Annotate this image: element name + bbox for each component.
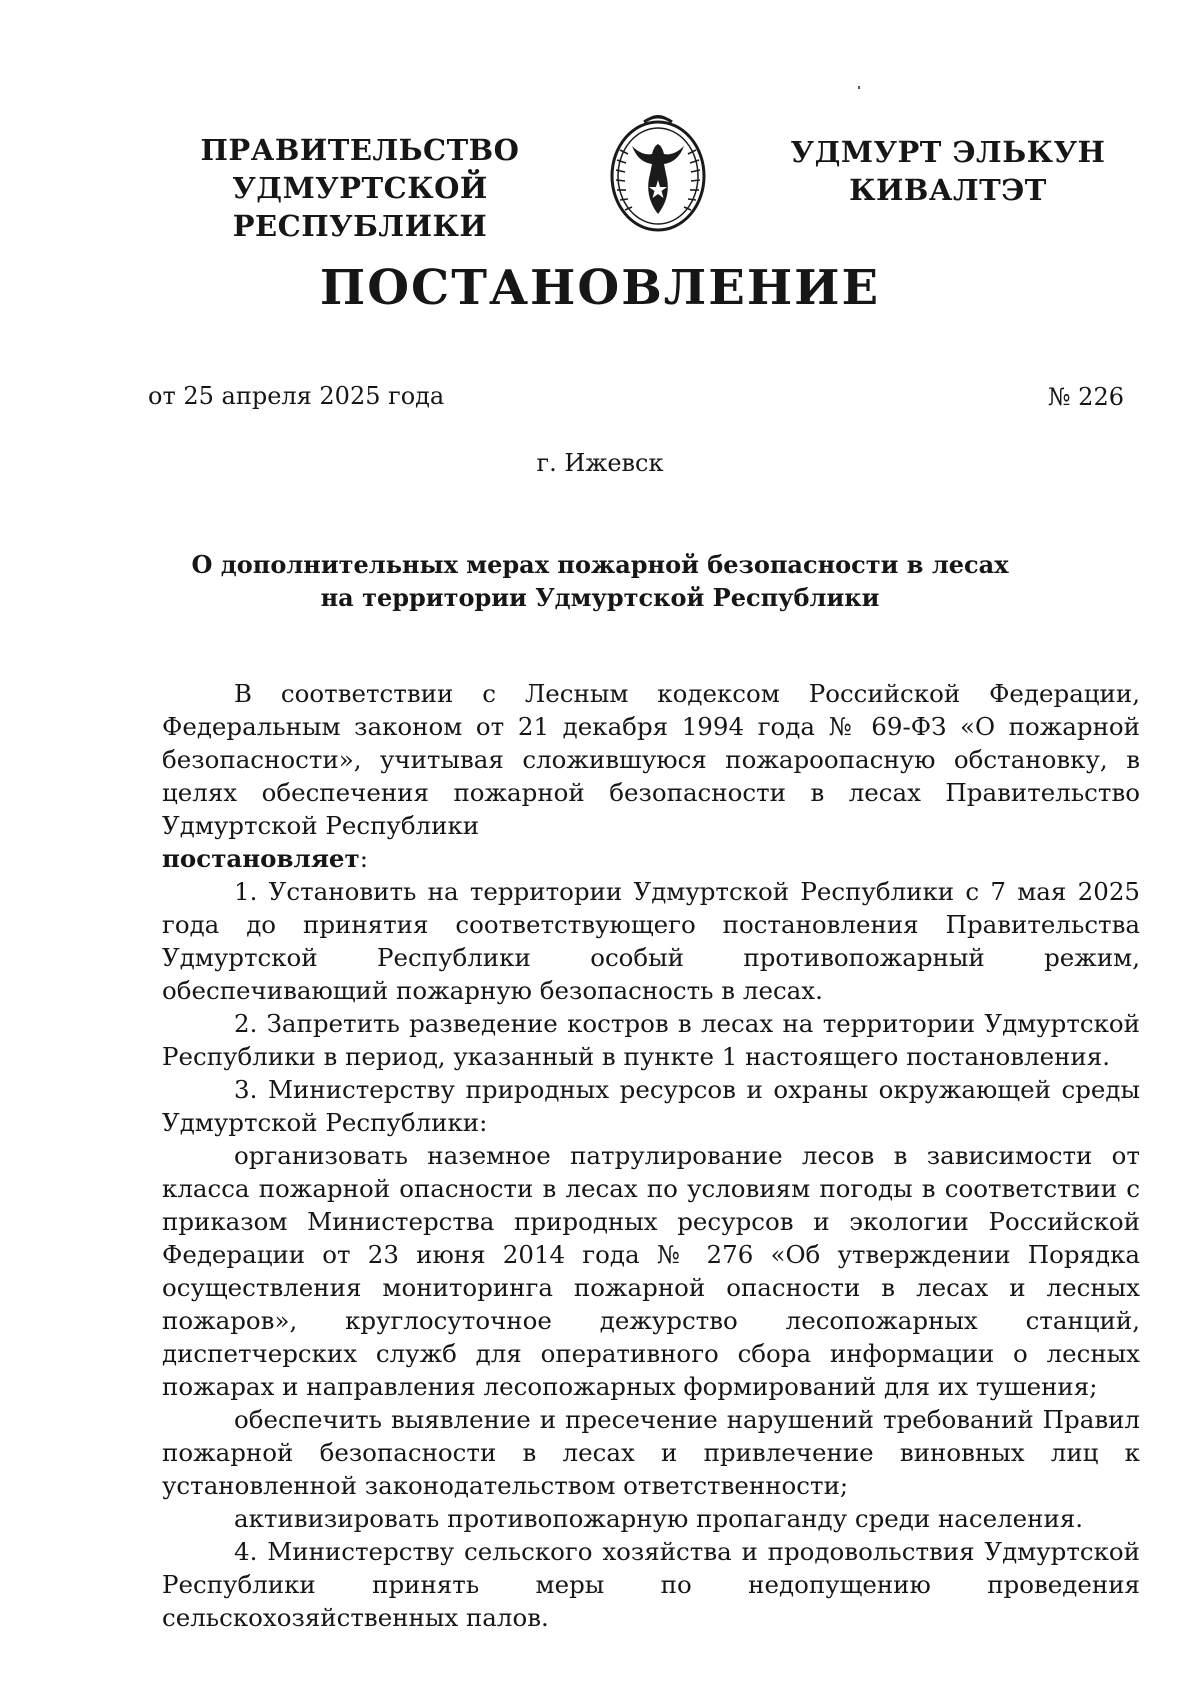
item-3: 3. Министерству природных ресурсов и охраны окружающей среды Удмуртской Республики: xyxy=(162,1075,1140,1137)
document-title-line2: на территории Удмуртской Республики xyxy=(320,583,880,612)
document-type: ПОСТАНОВЛЕНИЕ xyxy=(319,260,881,316)
header-left-line2: УДМУРТСКОЙ РЕСПУБЛИКИ xyxy=(232,171,488,243)
document-number: № 226 xyxy=(1047,383,1124,411)
document-title-line1: О дополнительных мерах пожарной безопасности в лесах xyxy=(191,550,1009,579)
preamble-text: В соответствии с Лесным кодексом Российской Федерации, Федеральным законом от 21 декабря 1994 года № 69-ФЗ «О пожарной безопасности», учитывая сложившуюся пожароопасную обстановку, в целях обеспечения пожарной безопасности в лесах Правительство Удмуртской Республики xyxy=(162,679,1140,840)
item-3-b: обеспечить выявление и пресечение нарушений требований Правил пожарной безопасности в лесах и привлечение виновных лиц к установленной законодательством ответственности; xyxy=(162,1405,1140,1500)
header-left-line1: ПРАВИТЕЛЬСТВО xyxy=(200,133,520,167)
item-4: 4. Министерству сельского хозяйства и продовольствия Удмуртской Республики принять меры по недопущению проведения сельскохозяйственных палов. xyxy=(162,1537,1140,1632)
document-body xyxy=(162,677,1140,1634)
document-date: от 25 апреля 2025 года xyxy=(148,382,445,410)
document-title xyxy=(0,548,1200,614)
scan-speck xyxy=(858,86,860,89)
header-right-line2: КИВАЛТЭТ xyxy=(849,173,1047,207)
header-right xyxy=(778,133,1118,209)
header-left xyxy=(120,131,600,245)
coat-of-arms-icon xyxy=(604,110,712,238)
decree-word: постановляет xyxy=(162,844,360,873)
document-city: г. Ижевск xyxy=(536,449,664,477)
item-3-a: организовать наземное патрулирование лесов в зависимости от класса пожарной опасности в лесах по условиям погоды в соответствии с приказом Министерства природных ресурсов и экологии Российской Федерации от 23 июня 2014 года № 276 «Об утверждении Порядка осуществления мониторинга пожарной опасности в лесах и лесных пожаров», круглосуточное дежурство лесопожарных станций, диспетчерских служб для оперативного сбора информации о лесных пожарах и направления лесопожарных формирований для их тушения; xyxy=(162,1141,1140,1401)
decree-colon: : xyxy=(359,844,368,873)
header-right-line1: УДМУРТ ЭЛЬКУН xyxy=(790,135,1106,169)
item-1: 1. Установить на территории Удмуртской Республики с 7 мая 2025 года до принятия соответствующего постановления Правительства Удмуртской Республики особый противопожарный режим, обеспечивающий пожарную безопасность в лесах. xyxy=(162,877,1140,1005)
item-2: 2. Запретить разведение костров в лесах на территории Удмуртской Республики в период, указанный в пункте 1 настоящего постановления. xyxy=(162,1009,1140,1071)
preamble-paragraph xyxy=(162,677,1140,842)
item-3-c: активизировать противопожарную пропаганду среди населения. xyxy=(234,1504,1084,1533)
decree-paragraph xyxy=(162,842,1140,875)
